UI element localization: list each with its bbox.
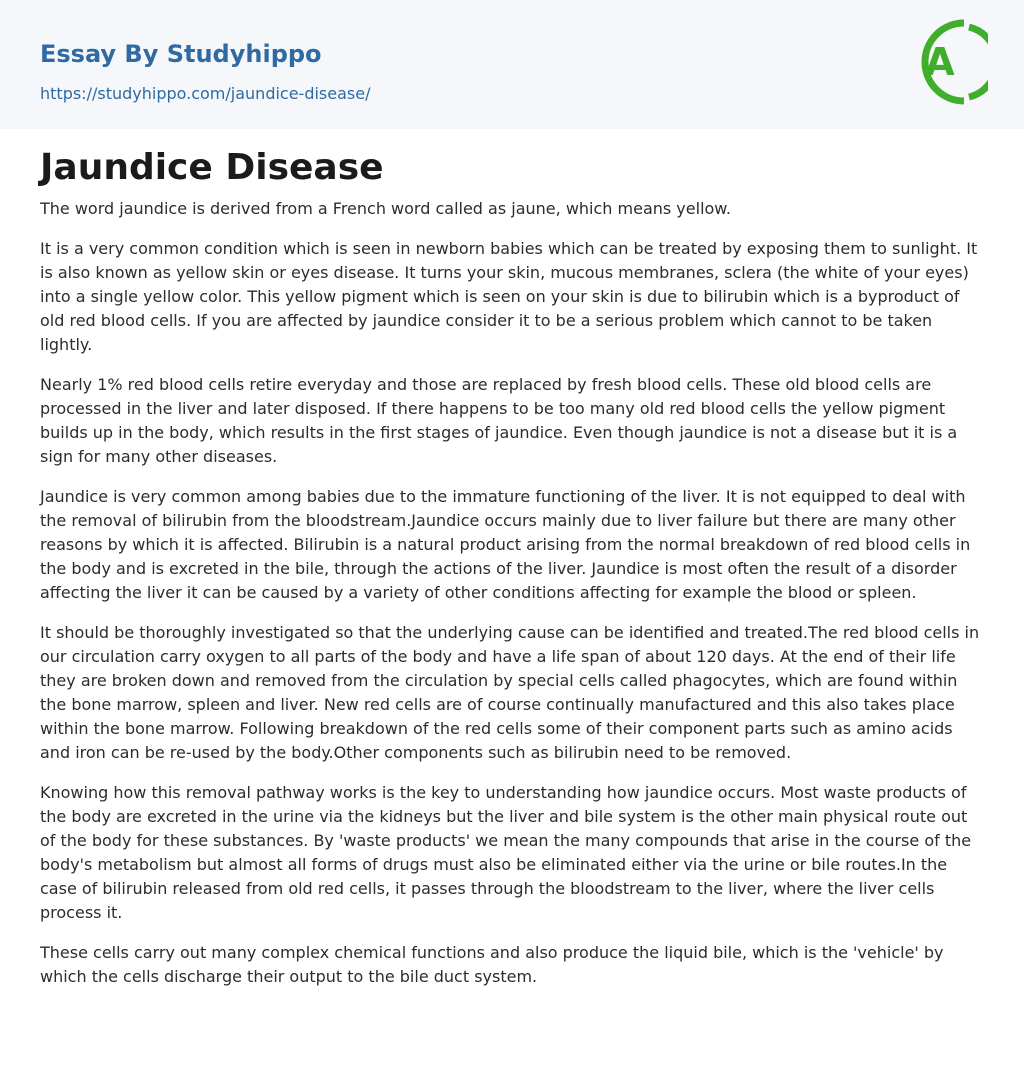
- page-title: Jaundice Disease: [40, 147, 384, 188]
- logo-icon[interactable]: [910, 18, 988, 106]
- article-paragraph: These cells carry out many complex chemical functions and also produce the liquid bile, which is the 'vehicle' by which the cells discharge their output to the bile duct system.: [40, 943, 944, 986]
- article-paragraph: Nearly 1% red blood cells retire everyday and those are replaced by fresh blood cells. These old blood cells are processed in the liver and later disposed. If there happens to be too many old red blood cells the yellow pigment builds up in the body, which results in the first stages of jaundice. Even though jaundice is not a disease but it is a sign for many other diseases.: [40, 375, 958, 466]
- logo-letter: A: [925, 40, 955, 84]
- article-paragraph: Knowing how this removal pathway works is the key to understanding how jaundice occurs. Most waste products of the body are excreted in the urine via the kidneys but the liver and bile system is the other main physical route out of the body for these substances. By 'waste products' we mean the many compounds that arise in the course of the body's metabolism but almost all forms of drugs must also be eliminated either via the urine or bile routes.In the case of bilirubin released from old red cells, it passes through the bloodstream to the liver, where the liver cells process it.: [40, 783, 972, 922]
- article-paragraph: The word jaundice is derived from a French word called as jaune, which means yellow.: [40, 199, 731, 218]
- brand-title: Essay By Studyhippo: [40, 40, 322, 68]
- site-header: [0, 0, 1024, 129]
- source-url-link[interactable]: https://studyhippo.com/jaundice-disease/: [40, 84, 371, 103]
- article-paragraph: Jaundice is very common among babies due to the immature functioning of the liver. It is not equipped to deal with the removal of bilirubin from the bloodstream.Jaundice occurs mainly due to liver failure but there are many other reasons by which it is affected. Bilirubin is a natural product arising from the normal breakdown of red blood cells in the body and is excreted in the bile, through the actions of the liver. Jaundice is most often the result of a disorder affecting the liver it can be caused by a variety of other conditions affecting for example the blood or spleen.: [40, 487, 971, 602]
- article-paragraph: It should be thoroughly investigated so that the underlying cause can be identified and treated.The red blood cells in our circulation carry oxygen to all parts of the body and have a life span of about 120 days. At the end of their life they are broken down and removed from the circulation by special cells called phagocytes, which are found within the bone marrow, spleen and liver. New red cells are of course continually manufactured and this also takes place within the bone marrow. Following breakdown of the red cells some of their component parts such as amino acids and iron can be re-used by the body.Other components such as bilirubin need to be removed.: [40, 623, 980, 762]
- article-content: [40, 145, 982, 1005]
- article-paragraph: It is a very common condition which is seen in newborn babies which can be treated by exposing them to sunlight. It is also known as yellow skin or eyes disease. It turns your skin, mucous membranes, sclera (the white of your eyes) into a single yellow color. This yellow pigment which is seen on your skin is due to bilirubin which is a byproduct of old red blood cells. If you are affected by jaundice consider it to be a serious problem which cannot to be taken lightly.: [40, 239, 978, 354]
